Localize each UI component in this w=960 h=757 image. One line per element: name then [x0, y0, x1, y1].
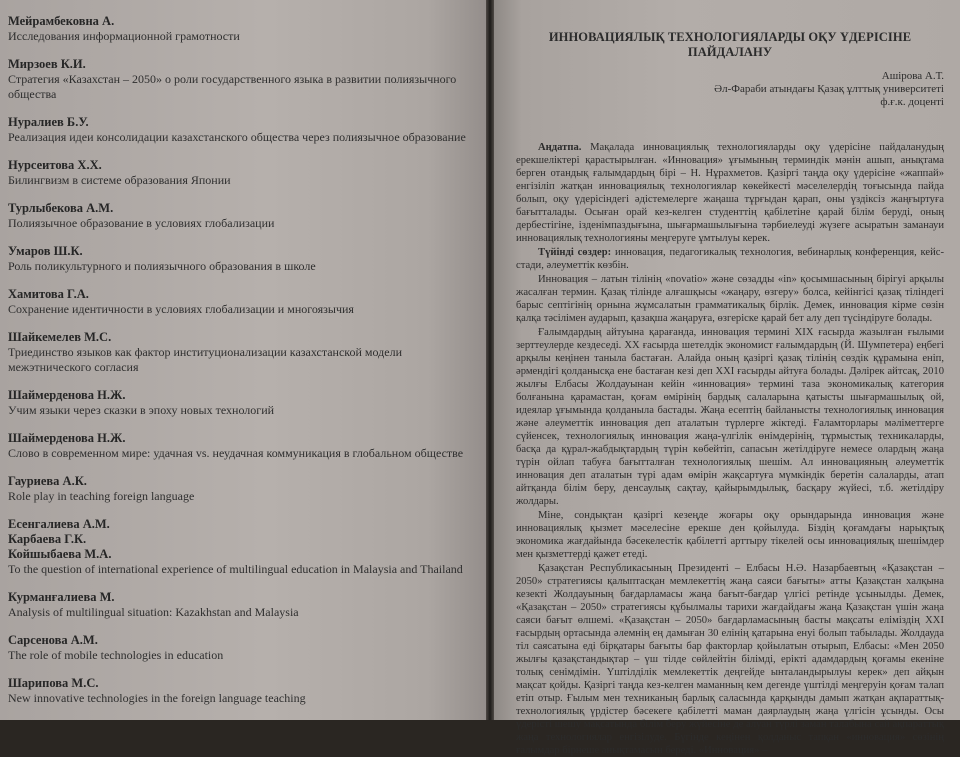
- article-title: ИННОВАЦИЯЛЫҚ ТЕХНОЛОГИЯЛАРДЫ ОҚУ ҮДЕРІСІНЕ ПАЙДАЛАНУ: [548, 30, 912, 59]
- article-affiliation: Әл-Фараби атындағы Қазақ ұлттық университеті: [714, 83, 944, 95]
- toc-entry-author: Гауриева А.К.: [8, 474, 87, 488]
- abstract-label: Аңдатпа.: [538, 142, 582, 153]
- toc-entry: [8, 633, 468, 663]
- toc-entry: [8, 517, 468, 577]
- toc-entry: [8, 388, 468, 418]
- toc-entry: [8, 474, 468, 504]
- book-gutter: [486, 0, 494, 720]
- toc-entry: [8, 115, 468, 145]
- toc-entry-author: Мейрамбековна А.: [8, 14, 115, 28]
- toc-entry-title: Реализация идеи консолидации казахстанского общества через полиязычное образование: [8, 130, 466, 144]
- toc-entry: [8, 57, 468, 102]
- toc-entry-author: Шарипова М.С.: [8, 676, 99, 690]
- toc-entry-author: Турлыбекова А.М.: [8, 201, 114, 215]
- keywords-label: Түйінді сөздер:: [538, 247, 612, 258]
- toc-entry-title: Слово в современном мире: удачная vs. неудачная коммуникация в глобальном обществе: [8, 446, 464, 460]
- keywords-paragraph: [516, 246, 944, 272]
- toc-entry-title: Билингвизм в системе образования Японии: [8, 173, 231, 187]
- toc-entry: [8, 14, 468, 44]
- toc-entry-title: Роль поликультурного и полиязычного образования в школе: [8, 259, 316, 273]
- toc-entry: [8, 201, 468, 231]
- toc-entry-title: Учим языки через сказки в эпоху новых технологий: [8, 403, 275, 417]
- toc-entry-title: Сохранение идентичности в условиях глобализации и многоязычия: [8, 302, 354, 316]
- article-paragraph: Қазақстан Республикасының Президенті – Елбасы Н.Ә. Назарбаевтың «Қазақстан – 2050» стратегиясы қалыптасқан мемлекеттің жаңа саяси бағыты» атты Қазақстан халқына кезекті Жолдауының бағдарламасы жаңа бағыт-бағдар үлгісі ретінде ұсынылды. Демек, «Қазақстан – 2050» стратегиясы құбылмалы тарихи жағдайдағы жаңа Қазақстан үшін жаңа саяси бағыт өлшемі. «Қазақстан – 2050» бағдарламасының басты мақсаты еліміздің XXI ғасырдың ортасында әлемнің ең дамыған 30 елінің қатарына енуі болып табылады. Жолдауда тіл саясатына еді бірқатары бағыты бар факторлар қойылатын отырып, Елбасы: «Мен 2050 жылғы қазақстандықтар – үш тілде сөйлейтін білімді, ерікті адамдардың қоғамы екеніне толық сенімдімін. Үштілділік мемлекеттік деңгейде ынталандырылуы керек» деп айқын мақсат қойды. Қазіргі таңда кез-келген маманның кем дегенде үштілді меңгеруін қоғам талап етіп отыр. Ғылым мен техниканың барлық саласында қарқынды дамып жатқан ақпараттық-технологиялық үрдістер бәсекеге қабілетті маман даярлаудың жаңа үлгісін ұсынды. Осы үдерісті шешу мақсатында білім беру жүйесіне де алуан түрлі заман талабына сай ақпараттық жаңа технологиялар енгізілуде. Бүгінде кеңінен қолданыс тапқан «инновация» сөзінің ғалымдар бірнеше анықтамасын береді. «Инновация» –: [516, 563, 944, 756]
- toc-entry: [8, 244, 468, 274]
- toc-entry-title: Исследования информационной грамотности: [8, 29, 240, 43]
- left-page-table-of-contents: [0, 0, 486, 720]
- toc-entry: [8, 330, 468, 375]
- table-of-contents: [8, 14, 468, 706]
- toc-entry-title: New innovative technologies in the foreign language teaching: [8, 691, 306, 705]
- article-meta: [516, 70, 944, 109]
- article-paragraph: Инновация – латын тілінің «novatio» және сөзадды «in» қосымшасының бірігуі арқылы жасалған термин. Қазақ тілінде алғашқысы «жаңару, өзгеру» болса, кейінгісі қазақ тіліндегі барыс септігінің орнына жұмсалатын грамматикалық бірлік. Демек, инновация кірме сөзін қалқа тәсілімен аударып, қазақша жаңаруға, өзгеріске қарай бет алу деп түсіндіруге болады.: [516, 274, 944, 324]
- toc-entry-author: Нуралиев Б.У.: [8, 115, 89, 129]
- article-paragraphs: [516, 273, 944, 757]
- toc-entry-author: Сарсенова А.М.: [8, 633, 98, 647]
- right-page-article: [494, 0, 960, 756]
- toc-entry-title: Role play in teaching foreign language: [8, 489, 195, 503]
- abstract-paragraph: [516, 141, 944, 245]
- toc-entry-author: Мирзоев К.И.: [8, 57, 86, 71]
- toc-entry-author: Есенгалиева А.М. Карбаева Г.К. Койшыбаева М.А.: [8, 517, 112, 561]
- article-position: ф.ғ.к. доценті: [880, 96, 944, 108]
- toc-entry-author: Хамитова Г.А.: [8, 287, 89, 301]
- toc-entry-author: Шаймерденова Н.Ж.: [8, 388, 126, 402]
- article-paragraph: Міне, сондықтан қазіргі кезеңде жоғары оқу орындарында инновация және инновациялық қызмет мәселесіне ерекше ден қойылуда. Біздің қоғамдағы нарықтық экономика жағдайында бәсекелестік қабілетті арттыру тікелей осы инновациялық шешімдер мен қызметтерді қажет етеді.: [516, 510, 944, 560]
- article-author: Ашірова А.Т.: [881, 70, 944, 82]
- article-body: [516, 141, 944, 757]
- toc-entry-title: The role of mobile technologies in education: [8, 648, 224, 662]
- toc-entry: [8, 590, 468, 620]
- toc-entry: [8, 431, 468, 461]
- toc-entry-author: Шайкемелев М.С.: [8, 330, 112, 344]
- toc-entry-title: To the question of international experience of multilingual education in Malaysia and Thailand: [8, 562, 463, 576]
- toc-entry-title: Полиязычное образование в условиях глобализации: [8, 216, 275, 230]
- toc-entry-title: Триединство языков как фактор институционализации казахстанской модели межэтнического согласия: [8, 345, 403, 374]
- abstract-text: Мақалада инновациялық технологияларды оқу үдерісіне пайдаланудың ерекшеліктері қарастырылған. «Инновация» ұғымының терминдік мәнін ашып, анықтама берген отандық ғалымдардың бірі – Н. Нұрахметов. Қазіргі таңда оқу үдерісіне «жаппай» енгізіліп жатқан инновациялық технологиялар көкейкесті мәселелердің тоғысында пайда болып, оқу үдерісіндегі әдістемелерге жаңаша тұрғыдан қарап, оны үздіксіз жаңғыртуға бағытталады. Осыған орай кез-келген студенттің қабілетіне қарай білім беруді, оның дербестігіне, ізденімпаздығына, шығармашылығына тәрбиелеуді жүзеге асыратын заманауи инновациялық технологияны меңгеруге ұмтылуы керек.: [516, 142, 944, 244]
- toc-entry-author: Курманғалиева М.: [8, 590, 115, 604]
- keywords-text: инновация, педагогикалық технология, вебинарлық конференция, кейс-стади, әлеуметтік көзбін.: [516, 247, 945, 271]
- toc-entry: [8, 676, 468, 706]
- toc-entry: [8, 158, 468, 188]
- article-paragraph: Ғалымдардың айтуына қарағанда, инновация термині XIX ғасырда жазылған ғылыми зерттеулерде кездеседі. XX ғасырда шетелдік экономист ғалымдардың (Й. Шумпетера) еңбегі арқылы кеңінен таныла бастаған. Алайда оның қазіргі қазақ тілінің сөздік құрамына еніп, әрмендігі қолданысқа ене бастаған кезі деп XXI ғасырды айтуға болады. Дәлірек айтсақ, 2010 жылғы Елбасы Жолдауынан кейін «инновация» термині таза экономикалық категория болғанына қарамастан, қоғам өмірінің бардық салаларына қатысты шығармашылық ой, идеялар ұғымында қолданыла бастады. Жаңа есептің байланысты технологиялық инновация және әлеуметтік инновация деп аталатын түрлерге жіктеді. Ғаламторлары мәліметтерге сүйенсек, технологиялық инновация жаңа-үлгілік өнімдерінің, тұрмыстық техникаларды, басқа да құрал-жабдықтардың түрін көбейтіп, сапасын жетілдіруге немесе олардың жаңа түрін ойлап табуға бағытталған технологиялық шешім. Ал инновацияның әлеуметтік инновация деп аталатын түрі адам өмірін жақсартуға мүмкіндік беретін салаларды, атап айтқанда білім беру, денсаулық сақтау, қайырымдылық, басқару жүйесі, т.б. жетілдіру жолдары.: [516, 327, 944, 507]
- toc-entry-title: Стратегия «Казахстан – 2050» о роли государственного языка в развитии полиязычного общества: [8, 72, 457, 101]
- toc-entry-author: Умаров Ш.К.: [8, 244, 83, 258]
- toc-entry-author: Нурсеитова Х.Х.: [8, 158, 102, 172]
- toc-entry: [8, 287, 468, 317]
- toc-entry-title: Analysis of multilingual situation: Kazakhstan and Malaysia: [8, 605, 299, 619]
- toc-entry-author: Шаймерденова Н.Ж.: [8, 431, 126, 445]
